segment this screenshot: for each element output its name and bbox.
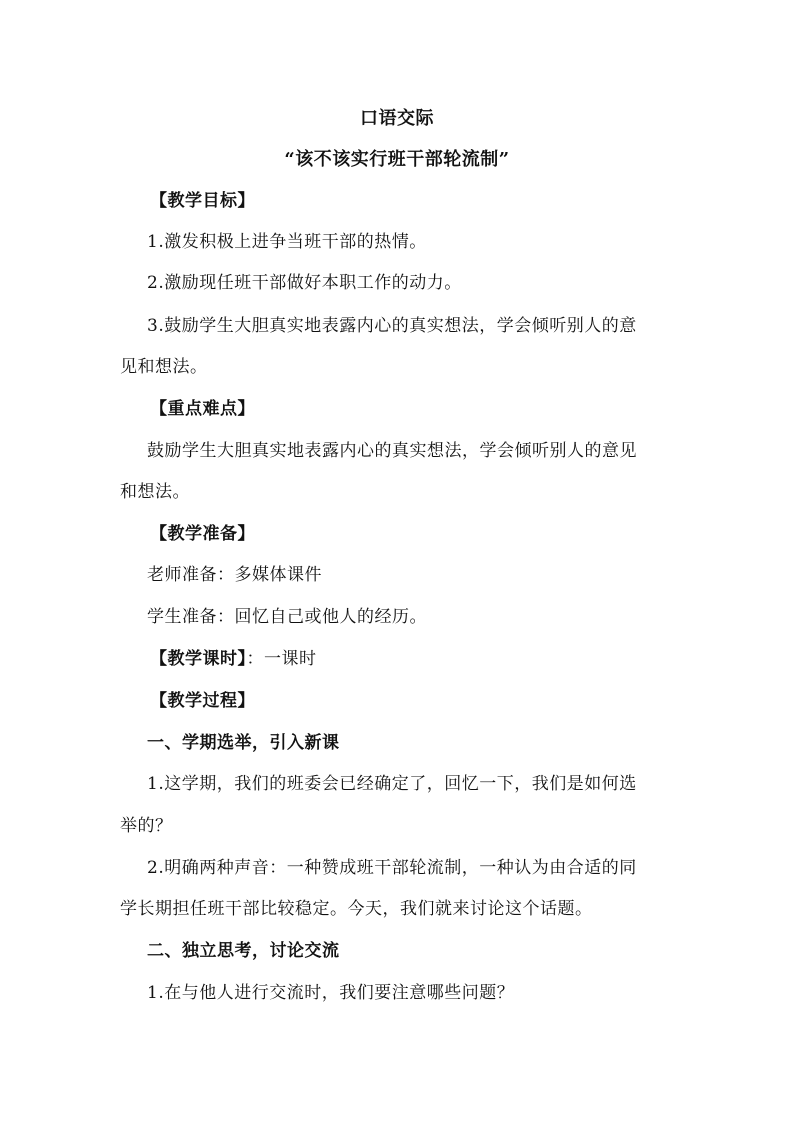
key-points-line-1: 鼓励学生大胆真实地表露内心的真实想法，学会倾听别人的意见 — [147, 441, 637, 461]
duration-value: ：一课时 — [246, 649, 317, 669]
section-2-heading: 二、独立思考，讨论交流 — [147, 941, 340, 961]
goal-item-2: 2.激励现任班干部做好本职工作的动力。 — [147, 273, 462, 293]
duration-row — [150, 648, 683, 670]
preparation-heading: 【教学准备】 — [150, 524, 255, 544]
key-points-heading: 【重点难点】 — [150, 399, 255, 419]
section-1-item-2-line-1: 2.明确两种声音：一种赞成班干部轮流制，一种认为由合适的同 — [147, 858, 637, 878]
student-preparation: 学生准备：回忆自己或他人的经历。 — [147, 607, 427, 627]
goals-heading: 【教学目标】 — [150, 191, 255, 211]
doc-subtitle: “该不该实行班干部轮流制” — [284, 149, 510, 170]
section-1-item-1-line-2: 举的？ — [120, 816, 173, 836]
teacher-preparation: 老师准备：多媒体课件 — [147, 565, 322, 585]
doc-title: 口语交际 — [360, 108, 434, 129]
goal-item-1: 1.激发积极上进争当班干部的热情。 — [147, 232, 427, 252]
key-points-line-2: 和想法。 — [120, 482, 190, 502]
section-1-heading: 一、学期选举，引入新课 — [147, 733, 340, 753]
duration-heading: 【教学课时】 — [150, 649, 247, 669]
goal-item-3: 3.鼓励学生大胆真实地表露内心的真实想法，学会倾听别人的意 — [147, 316, 637, 336]
goal-item-3-cont: 见和想法。 — [120, 357, 208, 377]
section-1-item-2-line-2: 学长期担任班干部比较稳定。今天，我们就来讨论这个话题。 — [120, 899, 593, 919]
process-heading: 【教学过程】 — [150, 691, 255, 711]
section-2-item-1: 1.在与他人进行交流时，我们要注意哪些问题？ — [147, 983, 515, 1003]
section-1-item-1-line-1: 1.这学期，我们的班委会已经确定了，回忆一下，我们是如何选 — [147, 774, 637, 794]
